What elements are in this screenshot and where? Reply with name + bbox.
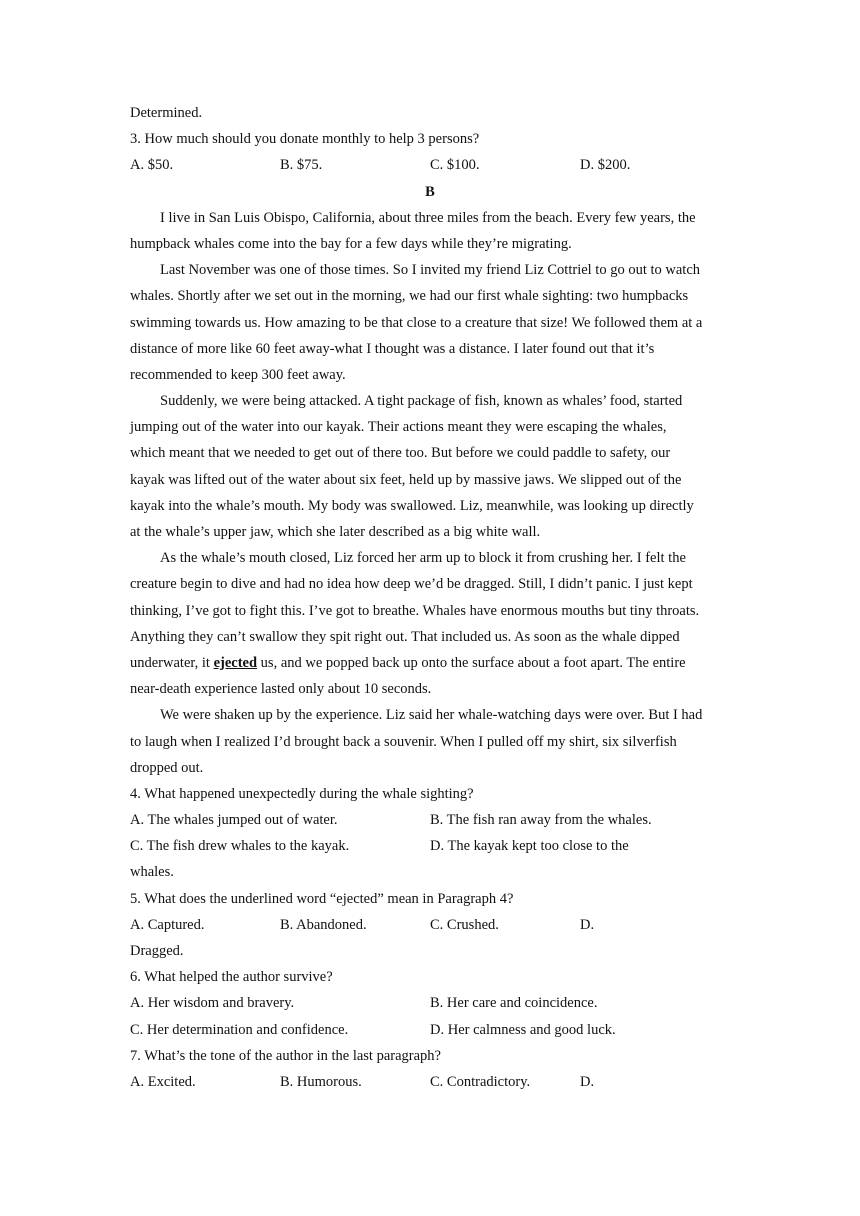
paragraph-line: creature begin to dive and had no idea how deep we’d be dragged. Still, I didn’t panic. I just kept <box>130 576 693 593</box>
question-7: 7. What’s the tone of the author in the last paragraph? <box>130 1047 441 1064</box>
option-d: D. The kayak kept too close to the <box>430 838 629 855</box>
paragraph-line: humpback whales come into the bay for a few days while they’re migrating. <box>130 235 572 252</box>
question-4-options-row-2 <box>130 833 730 859</box>
paragraph-line: kayak into the whale’s mouth. My body was swallowed. Liz, meanwhile, was looking up directly <box>130 497 694 514</box>
paragraph-3 <box>130 388 730 545</box>
paragraph-line: which meant that we needed to get out of there too. But before we could paddle to safety, our <box>130 445 671 462</box>
paragraph-line: Anything they can’t swallow they spit right out. That included us. As soon as the whale dipped <box>130 628 680 645</box>
option-b: B. Abandoned. <box>280 916 367 933</box>
option-c: C. $100. <box>430 157 480 174</box>
paragraph-5 <box>130 702 730 781</box>
paragraph-line: to laugh when I realized I’d brought back a souvenir. When I pulled off my shirt, six silverfish <box>130 733 677 750</box>
paragraph-line: swimming towards us. How amazing to be that close to a creature that size! We followed them at a <box>130 314 703 331</box>
question-5-options <box>130 912 730 938</box>
option-wrap: Dragged. <box>130 943 184 959</box>
paragraph-line: near-death experience lasted only about 10 seconds. <box>130 681 432 698</box>
option-a: A. The whales jumped out of water. <box>130 812 338 829</box>
option-d: D. <box>580 1073 595 1090</box>
line-text: underwater, it <box>130 654 214 671</box>
paragraph-line: dropped out. <box>130 759 204 776</box>
paragraph-line: distance of more like 60 feet away-what I thought was a distance. I later found out that it’s <box>130 340 655 357</box>
paragraph-4 <box>130 545 730 702</box>
paragraph-line: I live in San Luis Obispo, California, about three miles from the beach. Every few years, the <box>160 209 696 226</box>
option-a: A. $50. <box>130 157 174 174</box>
paragraph-1 <box>130 205 730 257</box>
section-heading: B <box>425 183 435 200</box>
paragraph-line: jumping out of the water into our kayak. Their actions meant they were escaping the whales, <box>130 419 667 436</box>
paragraph-line: whales. Shortly after we set out in the morning, we had our first whale sighting: two humpbacks <box>130 288 689 305</box>
question-7-options <box>130 1069 730 1095</box>
document-page <box>130 100 730 1095</box>
option-c: C. Crushed. <box>430 916 499 933</box>
paragraph-line: Last November was one of those times. So I invited my friend Liz Cottriel to go out to watch <box>160 262 701 279</box>
line-text: us, and we popped back up onto the surface about a foot apart. The entire <box>257 654 686 671</box>
option-c: C. Contradictory. <box>430 1073 531 1090</box>
option-a: A. Her wisdom and bravery. <box>130 995 295 1012</box>
paragraph-line: at the whale’s upper jaw, which she later described as a big white wall. <box>130 524 541 540</box>
question-5: 5. What does the underlined word “ejected” mean in Paragraph 4? <box>130 890 514 907</box>
question-3-options <box>130 152 730 178</box>
paragraph-2 <box>130 257 730 388</box>
option-b: B. The fish ran away from the whales. <box>430 812 652 829</box>
option-b: B. Her care and coincidence. <box>430 995 598 1012</box>
question-4: 4. What happened unexpectedly during the whale sighting? <box>130 785 474 802</box>
option-b: B. $75. <box>280 157 323 174</box>
question-4-options-row-1 <box>130 807 730 833</box>
answer-continuation: Determined. <box>130 105 203 121</box>
paragraph-line <box>130 650 730 676</box>
paragraph-line: Suddenly, we were being attacked. A tight package of fish, known as whales’ food, started <box>160 393 683 410</box>
option-b: B. Humorous. <box>280 1073 362 1090</box>
option-wrap: whales. <box>130 864 174 881</box>
option-c: C. Her determination and confidence. <box>130 1021 349 1038</box>
option-c: C. The fish drew whales to the kayak. <box>130 838 350 855</box>
paragraph-line: We were shaken up by the experience. Liz said her whale-watching days were over. But I had <box>160 707 703 724</box>
option-a: A. Captured. <box>130 916 205 933</box>
question-6: 6. What helped the author survive? <box>130 969 333 986</box>
question-6-options-row-2 <box>130 1017 730 1043</box>
underlined-keyword: ejected <box>213 654 258 671</box>
option-d: D. Her calmness and good luck. <box>430 1021 616 1038</box>
paragraph-line: kayak was lifted out of the water about six feet, held up by massive jaws. We slipped out of the <box>130 471 682 488</box>
paragraph-line: As the whale’s mouth closed, Liz forced her arm up to block it from crushing her. I felt the <box>160 550 686 567</box>
option-a: A. Excited. <box>130 1073 196 1090</box>
option-d: D. <box>580 916 595 933</box>
option-d: D. $200. <box>580 157 631 174</box>
paragraph-line: thinking, I’ve got to fight this. I’ve got to breathe. Whales have enormous mouths but tiny throats. <box>130 602 700 619</box>
paragraph-line: recommended to keep 300 feet away. <box>130 366 346 383</box>
question-6-options-row-1 <box>130 990 730 1016</box>
question-3: 3. How much should you donate monthly to help 3 persons? <box>130 131 480 148</box>
